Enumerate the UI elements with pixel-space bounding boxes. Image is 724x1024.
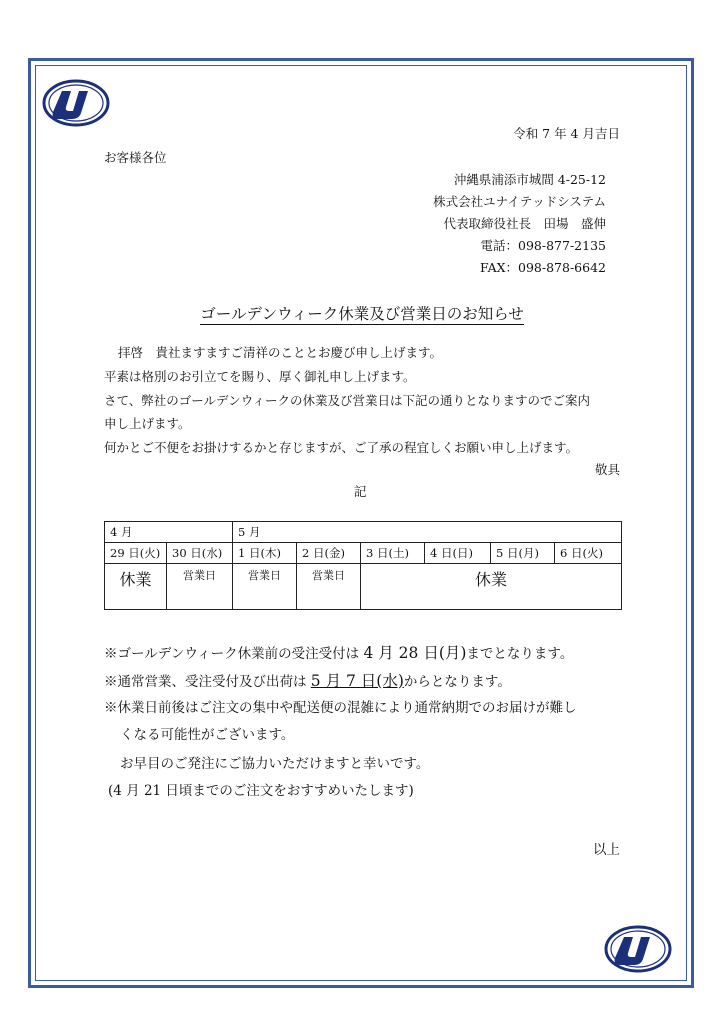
notice-title-text: ゴールデンウィーク休業及び営業日のお知らせ [200,305,524,323]
schedule-day-row [105,543,622,564]
sender-company: 株式会社ユナイテッドシステム [433,194,606,209]
note-2 [104,669,511,691]
note-4: お早目のご発注にご協力いただけますと幸いです。 [120,756,430,772]
day-cell: 1 日(木) [233,543,297,564]
note-1-text: ※ゴールデンウィーク休業前の受注受付は [104,646,364,662]
schedule-month-row [105,522,622,543]
schedule-status-row [105,564,622,610]
note-3b: くなる可能性がございます。 [120,727,295,743]
day-cell: 6 日(火) [555,543,622,564]
company-logo-bottom [604,924,672,974]
notice-title [0,302,724,324]
day-cell: 29 日(火) [105,543,167,564]
note-2-text: ※通常営業、受注受付及び出荷は [104,674,311,690]
sender-representative: 代表取締役社長 田場 盛伸 [443,216,606,231]
closing-keigu: 敬具 [594,462,620,477]
day-cell: 5 日(月) [491,543,555,564]
company-logo-top [42,78,110,128]
status-closed: 休業 [361,564,622,610]
note-2-date: 5 月 7 日(水) [310,672,404,690]
note-1-date: 4 月 28 日(月) [363,644,467,662]
status-closed: 休業 [105,564,167,610]
schedule-table [104,521,622,610]
day-cell: 4 日(日) [425,543,491,564]
sender-tel: 電話：098-877-2135 [480,238,606,253]
note-1-suffix: までとなります。 [466,646,574,662]
note-3a: ※休業日前後はご注文の集中や配送便の混雑により通常納期でのお届けが難し [104,700,577,716]
note-5: (4 月 21 日頃までのご注文をおすすめいたします) [108,783,414,799]
letter-date: 令和 7 年 4 月吉日 [513,126,620,141]
recipient: お客様各位 [104,150,167,165]
sender-address: 沖縄県浦添市城間 4-25-12 [453,172,606,187]
status-open: 営業日 [167,564,233,610]
day-cell: 3 日(土) [361,543,425,564]
note-1 [104,641,573,663]
ki-mark: 記 [354,484,367,499]
body-line-4: 何かとご不便をお掛けするかと存じますが、ご了承の程宜しくお願い申し上げます。 [104,440,579,455]
month-may: 5 月 [233,522,622,543]
note-2-suffix: からとなります。 [403,674,511,690]
closing-ijou: 以上 [593,842,620,858]
status-open: 営業日 [233,564,297,610]
body-line-3a: さて、弊社のゴールデンウィークの休業及び営業日は下記の通りとなりますのでご案内 [104,393,591,408]
body-line-3b: 申し上げます。 [104,416,191,431]
body-line-1: 拝啓 貴社ますますご清祥のこととお慶び申し上げます。 [118,345,443,360]
day-cell: 2 日(金) [297,543,361,564]
month-april: 4 月 [105,522,233,543]
sender-fax: FAX：098-878-6642 [480,260,606,275]
body-line-2: 平素は格別のお引立てを賜り、厚く御礼申し上げます。 [104,369,416,384]
day-cell: 30 日(水) [167,543,233,564]
status-open: 営業日 [297,564,361,610]
